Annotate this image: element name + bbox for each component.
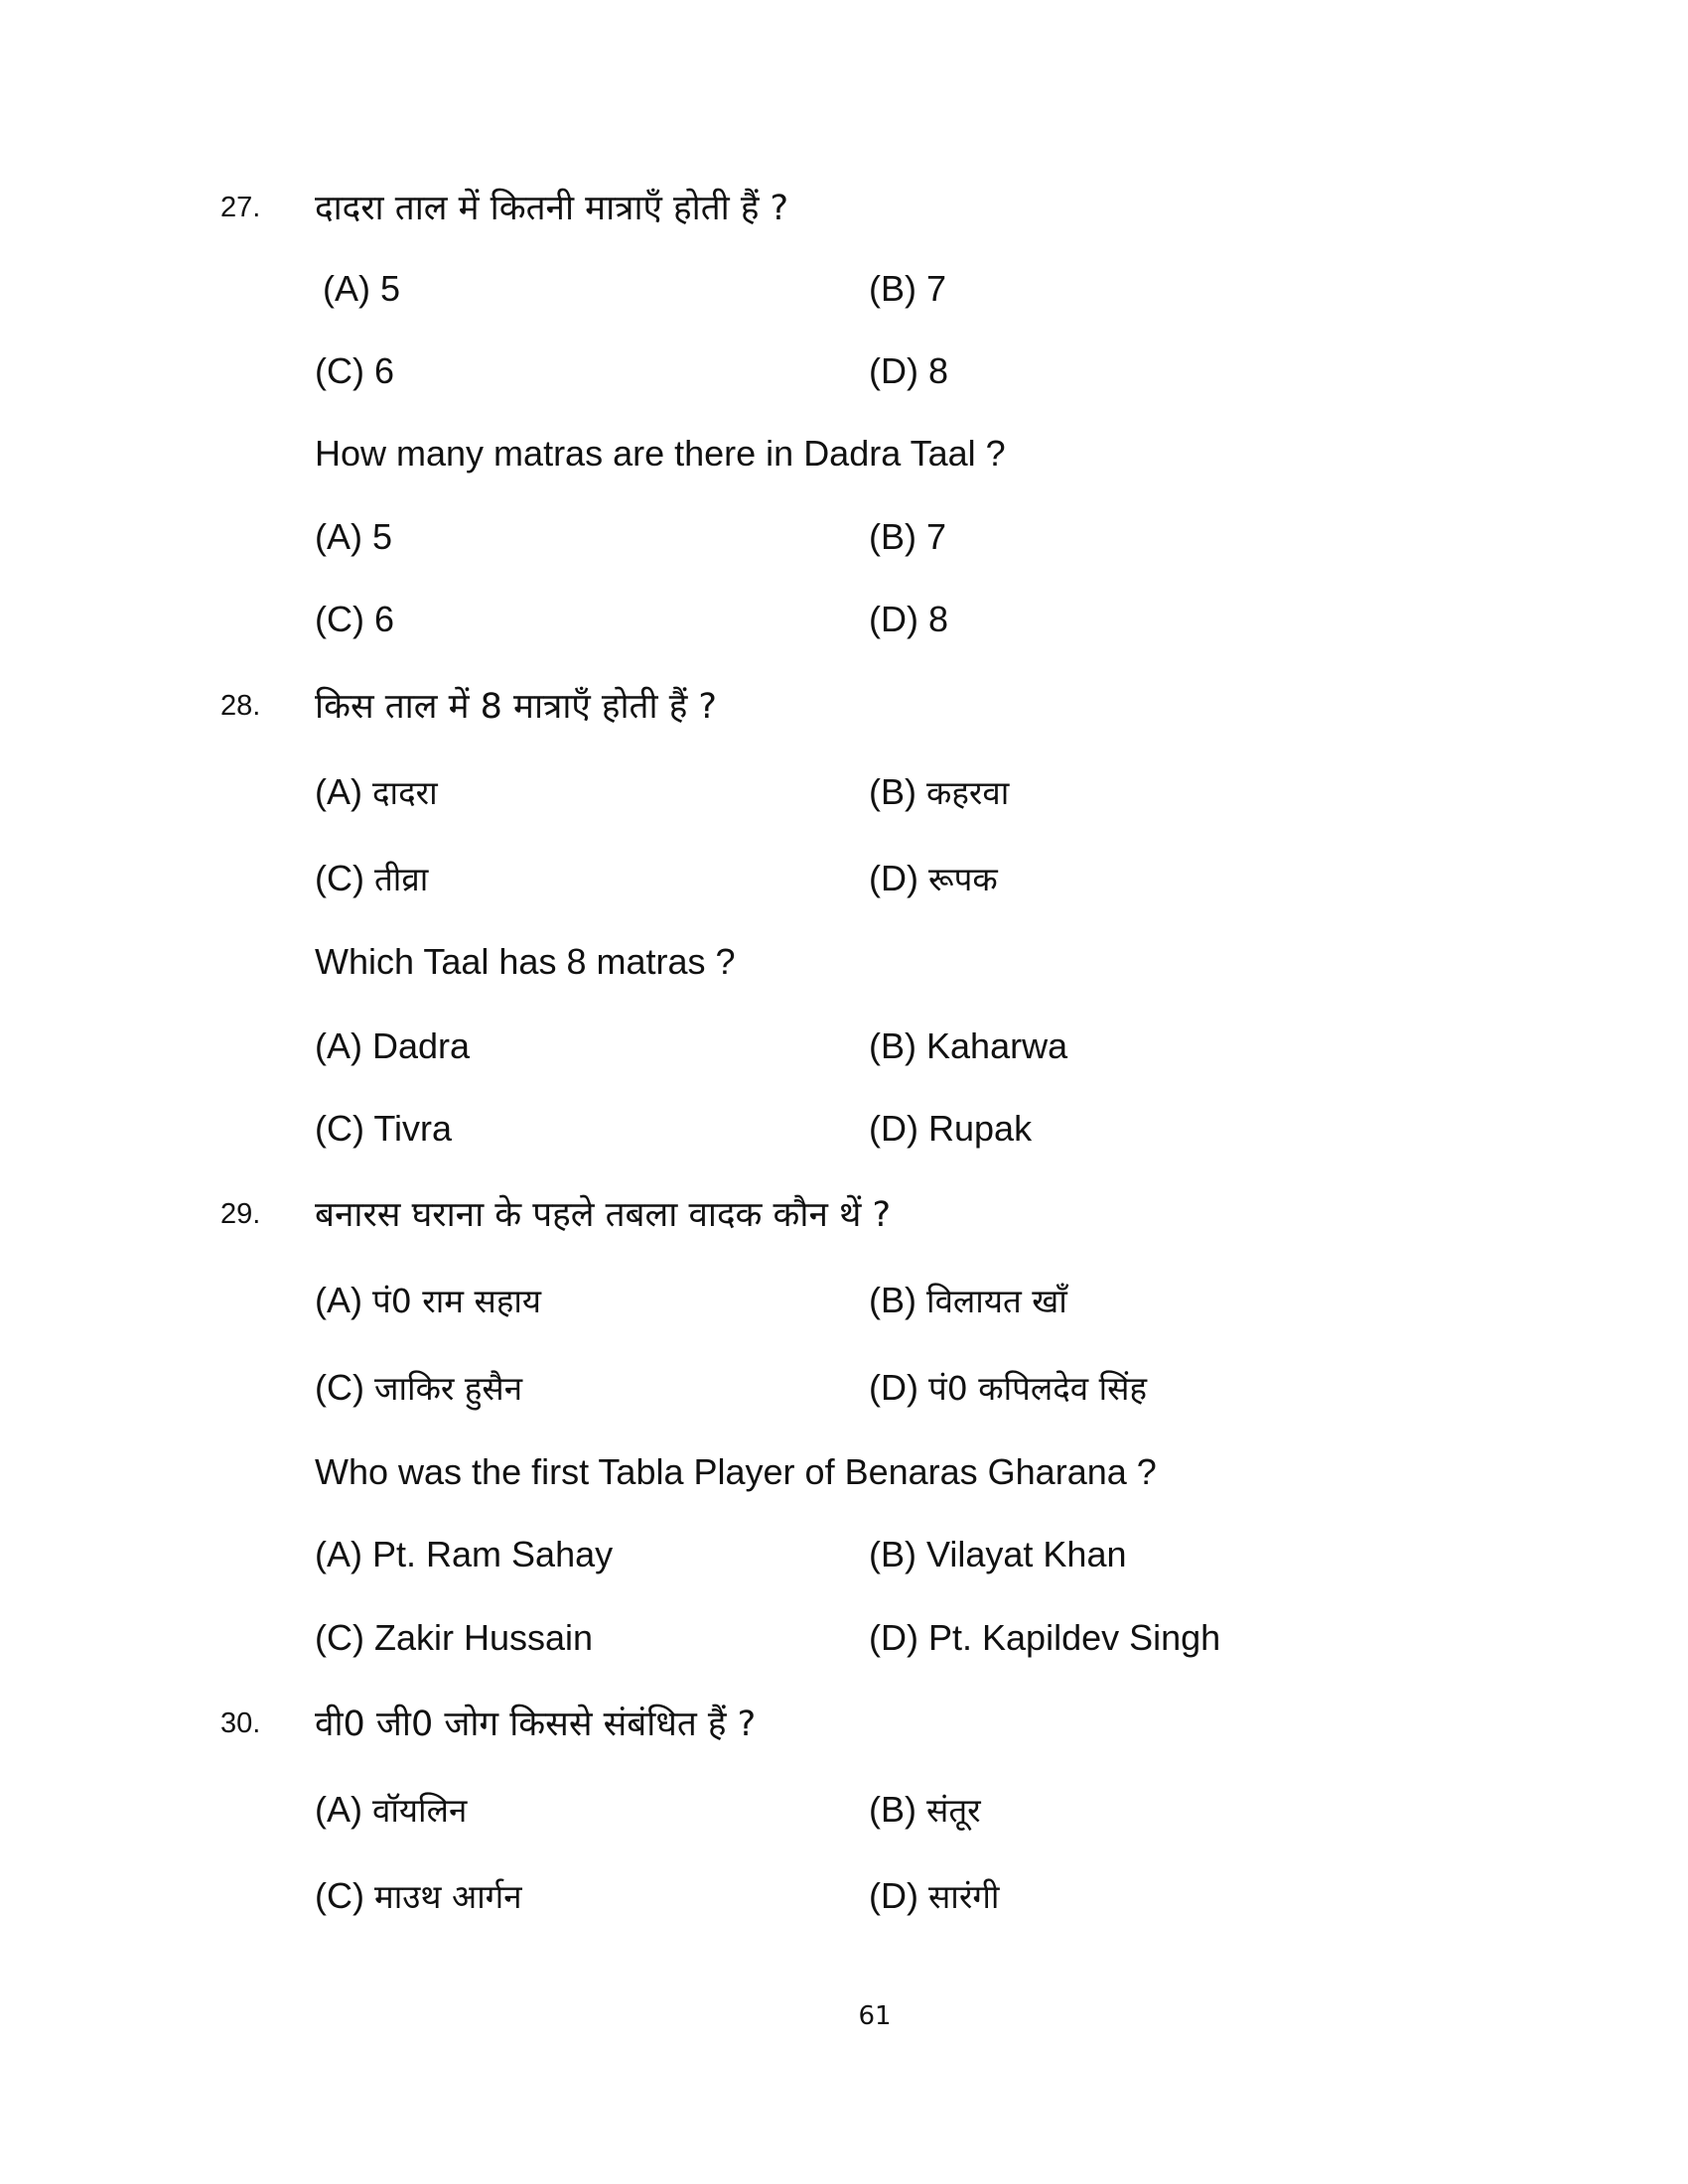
question-number: 28. [220,690,261,722]
option-c: (C) तीव्रा [315,858,429,898]
question-28-english [0,941,1688,991]
option-b: (B) कहरवा [869,771,1010,812]
question-text-english: Which Taal has 8 matras ? [315,941,736,982]
option-b: (B) Vilayat Khan [869,1534,1127,1574]
option-row [0,268,1688,318]
option-a: (A) Dadra [315,1025,471,1066]
question-27-english [0,433,1688,482]
question-29-english [0,1451,1688,1501]
option-c: (C) Tivra [315,1108,453,1149]
option-row [0,1278,1688,1327]
question-number: 30. [220,1707,261,1739]
question-29-hindi [0,1190,1688,1240]
option-d: (D) पं0 कपिलदेव सिंह [869,1367,1147,1408]
option-a: (A) पं0 राम सहाय [315,1280,542,1320]
page-number: 61 [858,2001,892,2031]
question-28-hindi [0,682,1688,732]
question-number: 29. [220,1198,261,1230]
option-b: (B) 7 [869,516,947,557]
option-b: (B) विलायत खाँ [869,1280,1067,1320]
option-row [0,1534,1688,1583]
question-text-english: Who was the first Tabla Player of Benaras Gharana ? [315,1451,1157,1492]
option-b: (B) Kaharwa [869,1025,1068,1066]
option-d: (D) 8 [869,350,949,391]
option-d: (D) 8 [869,599,949,639]
option-row [0,1365,1688,1415]
option-row [0,350,1688,400]
question-text-hindi: बनारस घराना के पहले तबला वादक कौन थें ? [315,1195,892,1235]
option-a: (A) Pt. Ram Sahay [315,1534,614,1574]
option-row [0,516,1688,566]
option-b: (B) 7 [869,268,947,309]
question-text-hindi: किस ताल में 8 मात्राएँ होती हैं ? [315,687,717,727]
option-c: (C) 6 [315,599,395,639]
option-d: (D) सारंगी [869,1875,1000,1916]
option-row [0,856,1688,905]
option-a: (A) दादरा [315,771,438,812]
question-text-english: How many matras are there in Dadra Taal ? [315,433,1006,474]
option-c: (C) 6 [315,350,395,391]
option-row [0,1617,1688,1667]
option-d: (D) रूपक [869,858,998,898]
option-row [0,1787,1688,1837]
question-30-hindi [0,1700,1688,1749]
option-row [0,769,1688,819]
option-a: (A) वॉयलिन [315,1789,468,1830]
question-text-hindi: वी0 जी0 जोग किससे संबंधित हैं ? [315,1705,757,1744]
option-row [0,1873,1688,1923]
question-text-hindi: दादरा ताल में कितनी मात्राएँ होती हैं ? [315,189,789,228]
option-row [0,1108,1688,1158]
option-row [0,599,1688,648]
question-27-hindi [0,184,1688,233]
option-c: (C) Zakir Hussain [315,1617,594,1658]
option-b: (B) संतूर [869,1789,981,1830]
option-d: (D) Pt. Kapildev Singh [869,1617,1221,1658]
option-a: (A) 5 [315,516,393,557]
option-a: (A) 5 [323,268,401,309]
option-row [0,1025,1688,1075]
option-c: (C) जाकिर हुसैन [315,1367,523,1408]
question-number: 27. [220,192,261,223]
option-d: (D) Rupak [869,1108,1033,1149]
option-c: (C) माउथ आर्गन [315,1875,522,1916]
